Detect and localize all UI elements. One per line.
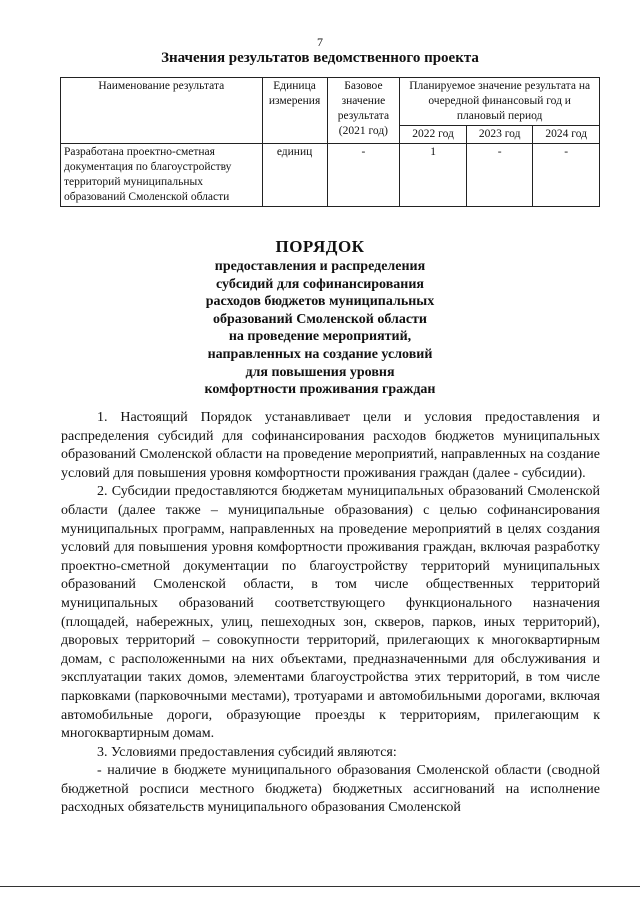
cell-value-2023: - xyxy=(466,144,533,207)
paragraph-3: 3. Условиями предоставления субсидий являются: xyxy=(97,744,397,760)
procedure-subtitle-line: на проведение мероприятий, xyxy=(228,329,412,345)
header-planned-value: Планируемое значение результата на очередной финансовый год и плановый период xyxy=(400,78,600,126)
table-header-row xyxy=(61,78,600,126)
table-row xyxy=(61,144,600,207)
document-body xyxy=(61,409,600,818)
header-year-2023: 2023 год xyxy=(466,126,533,144)
paragraph-1: 1. Настоящий Порядок устанавливает цели и условия предоставления и распределения субсидий для софинансирования расходов бюджетов муниципальных образований Смоленской области на проведение мероприятий, направленных на создание условий для повышения уровня комфортности проживания граждан (далее - субсидии). xyxy=(61,410,600,481)
header-base-value: Базовое значение результата (2021 год) xyxy=(327,78,400,144)
paragraph-4: - наличие в бюджете муниципального образования Смоленской области (сводной бюджетной росписи местного бюджета) бюджетных ассигнований на исполнение расходных обязательств муниципального образования Смоленской xyxy=(61,763,600,816)
header-unit: Единица измерения xyxy=(262,78,327,144)
cell-value-2022: 1 xyxy=(400,144,467,207)
header-result-name: Наименование результата xyxy=(61,78,263,144)
cell-unit: единиц xyxy=(262,144,327,207)
footer-divider xyxy=(0,886,640,887)
procedure-subtitle-line: комфортности проживания граждан xyxy=(204,382,436,398)
cell-base-value: - xyxy=(327,144,400,207)
procedure-subtitle-line: субсидий для софинансирования xyxy=(216,276,424,292)
results-table xyxy=(60,77,600,207)
header-year-2024: 2024 год xyxy=(533,126,600,144)
procedure-subtitle-line: для повышения уровня xyxy=(245,364,395,380)
header-year-2022: 2022 год xyxy=(400,126,467,144)
procedure-subtitle-line: предоставления и распределения xyxy=(214,259,426,274)
cell-value-2024: - xyxy=(533,144,600,207)
table-title: Значения результатов ведомственного проекта xyxy=(161,50,479,66)
procedure-subtitle-line: направленных на создание условий xyxy=(207,346,433,362)
procedure-heading xyxy=(0,236,640,399)
procedure-title: ПОРЯДОК xyxy=(275,237,365,256)
cell-result-name: Разработана проектно-сметная документация по благоустройству территорий муниципальных образований Смоленской области xyxy=(61,144,263,207)
page-number: 7 xyxy=(317,35,323,49)
paragraph-2: 2. Субсидии предоставляются бюджетам муниципальных образований Смоленской области (далее также – муниципальные образования) с целью софинансирования муниципальных программ, направленных на проведение мероприятий в целях создания условий для повышения уровня комфортности проживания граждан, включая разработку проектно-сметной документации по благоустройству территорий муниципальных образований Смоленской области, в том числе общественных территорий муниципальных образований соответствующего функционального назначения (площадей, набережных, улиц, пешеходных зон, скверов, парков, иных территорий), дворовых территорий – совокупности территорий, прилегающих к многоквартирным домам, с расположенными на них объектами, предназначенными для обслуживания и эксплуатации таких домов, элементами благоустройства этих территорий, в том числе парковками (парковочными местами), тротуарами и автомобильными дорогами, включая автомобильные дороги, образующие проезды к территориям, прилегающим к многоквартирным домам. xyxy=(61,484,600,742)
procedure-subtitle-line: образований Смоленской области xyxy=(213,311,427,327)
procedure-subtitle-line: расходов бюджетов муниципальных xyxy=(205,294,435,310)
